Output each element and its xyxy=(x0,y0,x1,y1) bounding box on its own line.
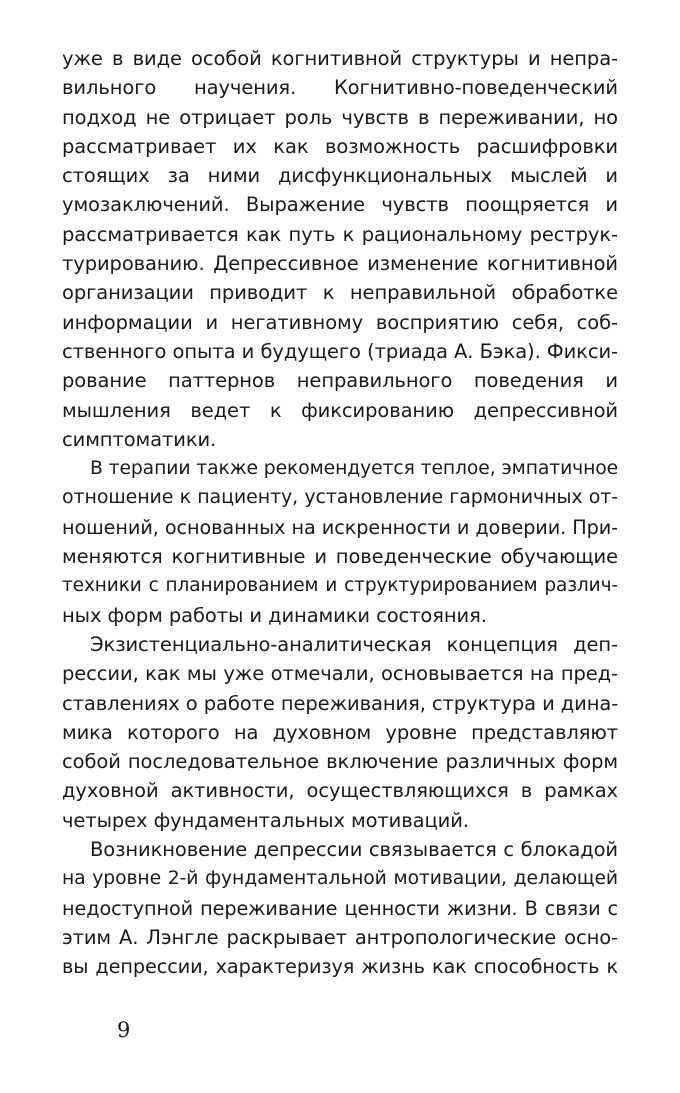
text-line: отношение к пациенту, установление гармоничных от- xyxy=(62,486,618,509)
text-line: Экзистенциально-аналитическая концепция деп- xyxy=(90,632,618,656)
text-line: умозаключений. Выражение чувств поощряется и xyxy=(62,193,618,217)
text-line: уже в виде особой когнитивной структуры и непра- xyxy=(62,47,618,70)
text-line: рассматривается как путь к рациональному реструк- xyxy=(62,222,618,246)
text-line: рассматривает их как возможность расшифровки xyxy=(62,134,618,158)
page-body xyxy=(62,44,618,982)
text-line: турированию. Депрессивное изменение когнитивной xyxy=(62,252,618,276)
text-line: духовной активности, осуществляющихся в рамках xyxy=(62,779,618,803)
text-line: ственного опыта и будущего (триада А. Бэка). Фикси- xyxy=(62,339,618,363)
text-line: четырех фундаментальных мотиваций. xyxy=(62,808,469,832)
text-line: этим А. Лэнгле раскрывает антропологические осно- xyxy=(62,925,618,949)
text-line: стоящих за ними дисфункциональных мыслей и xyxy=(62,164,618,188)
text-line: мышления ведет к фиксированию депрессивной xyxy=(62,398,618,422)
text-line: ношений, основанных на искренности и доверии. При- xyxy=(62,515,618,539)
text-line: симптоматики. xyxy=(62,427,217,451)
text-line: организации приводит к неправильной обработке xyxy=(62,281,618,305)
text-line: Возникновение депрессии связывается с блокадой xyxy=(90,838,618,862)
page-number: 9 xyxy=(117,1018,131,1042)
text-line: недоступной переживание ценности жизни. В связи с xyxy=(62,896,618,920)
text-line: рессии, как мы уже отмечали, основывается на пред- xyxy=(62,662,618,686)
text-line: мика которого на духовном уровне представляют xyxy=(62,720,618,744)
text-line: рование паттернов неправильного поведения и xyxy=(62,369,618,393)
text-line: техники с планированием и структурированием различ- xyxy=(62,575,618,597)
text-line: вы депрессии, характеризуя жизнь как способность к xyxy=(62,955,618,979)
text-line: собой последовательное включение различных форм xyxy=(62,750,618,774)
text-line: ставлениях о работе переживания, структура и дина- xyxy=(62,691,619,715)
text-line: подход не отрицает роль чувств в переживании, но xyxy=(62,105,618,129)
text-line: вильного научения. Когнитивно-поведенческий xyxy=(62,76,618,100)
text-line: на уровне 2-й фундаментальной мотивации, делающей xyxy=(62,868,618,890)
text-line: В терапии также рекомендуется теплое, эмпатичное xyxy=(90,458,619,480)
text-line: ных форм работы и динамики состояния. xyxy=(62,603,487,627)
text-line: информации и негативному восприятию себя, соб- xyxy=(62,310,618,334)
text-line: меняются когнитивные и поведенческие обучающие xyxy=(62,545,618,569)
